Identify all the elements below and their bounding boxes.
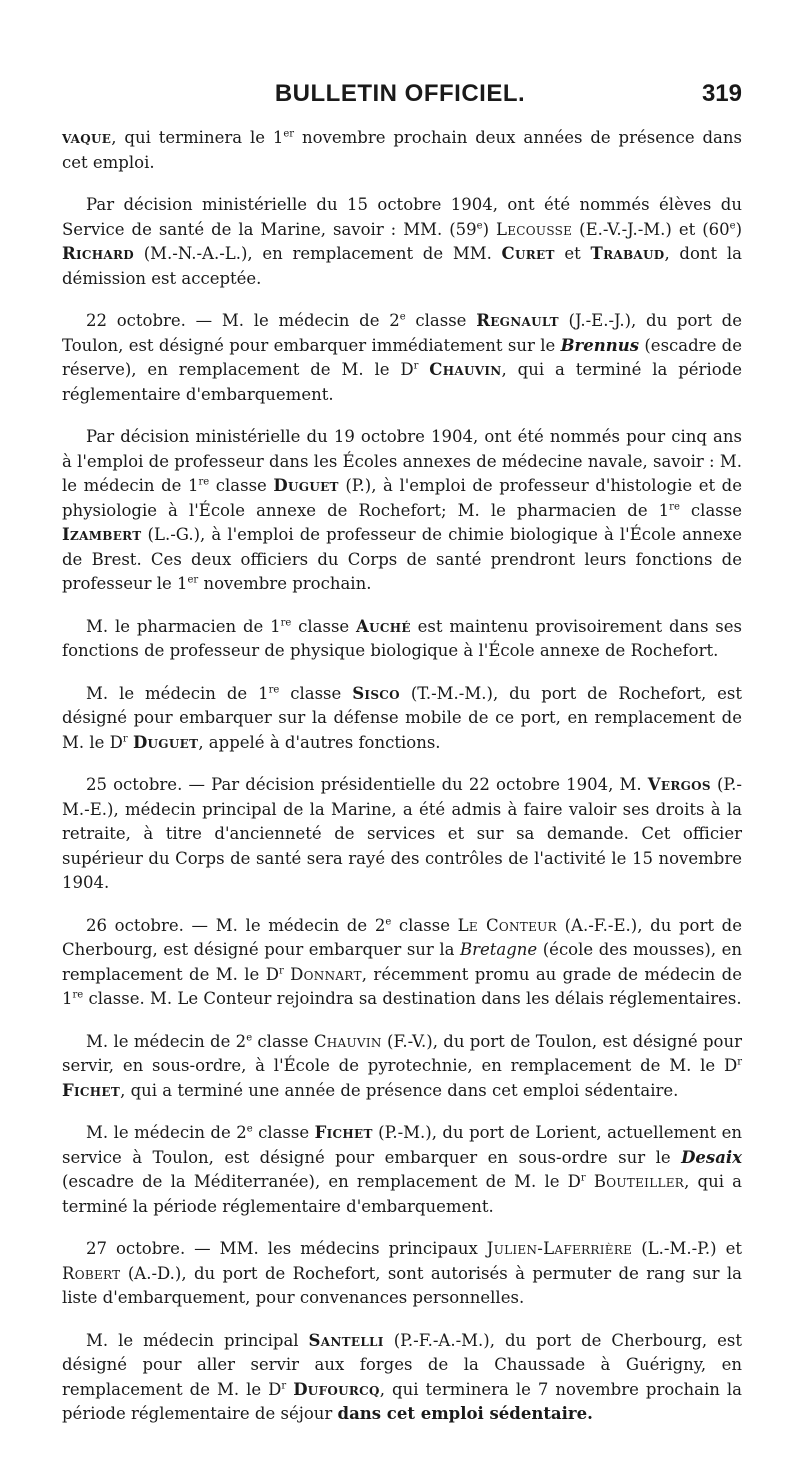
paragraph [62, 682, 742, 756]
paragraph [62, 126, 742, 175]
page-title: BULLETIN OFFICIEL. [274, 80, 526, 107]
text-run: Auché [356, 616, 411, 636]
text-run: ) [735, 219, 742, 239]
text-run: Trabaud [590, 244, 665, 263]
text-run: Sisco [352, 683, 400, 703]
text-run: , qui terminera le 7 novembre prochain la période réglementaire de séjour [62, 1379, 743, 1423]
text-run: Regnault [476, 311, 559, 330]
superscript: re [72, 989, 84, 1001]
text-run: (escadre de la Méditerranée), en remplacement de M. le D [62, 1172, 581, 1191]
text-run: novembre prochain. [198, 574, 372, 593]
paragraph [62, 1237, 742, 1311]
superscript: re [198, 476, 210, 488]
superscript: e [246, 1123, 253, 1135]
text-run: Chauvin [429, 360, 502, 379]
text-run: (M.-N.-A.-L.), en remplacement de MM. [134, 244, 502, 263]
text-run [586, 1172, 594, 1191]
text-run: classe [391, 915, 458, 935]
text-run: Fichet [62, 1080, 121, 1100]
text-run: 26 octobre. — M. le médecin de 2 [86, 915, 386, 935]
text-run: M. le pharmacien de 1 [86, 616, 281, 636]
text-run: (escadre de réserve), en remplacement de M. le D [62, 335, 742, 379]
text-run: M. le médecin principal [86, 1330, 309, 1350]
text-run: , qui terminera le 1 [111, 128, 284, 147]
paragraph [62, 309, 742, 407]
text-run: Robert [62, 1263, 121, 1283]
paragraph [62, 193, 742, 291]
text-run: 22 octobre. — M. le médecin de 2 [86, 311, 400, 330]
text-run: classe [252, 1031, 314, 1051]
text-run: (P.), à l'emploi de professeur d'histologie et de physiologie à l'École annexe de Rochefort; M. le pharmacien de 1 [62, 476, 743, 520]
text-run: , qui a terminé la période réglementaire d'embarquement. [62, 360, 742, 404]
superscript: e [476, 220, 483, 231]
text-run: Bretagne [460, 940, 538, 959]
text-run: Julien-Laferrière [486, 1239, 633, 1258]
text-run: (L.-G.), à l'emploi de professeur de chimie biologique à l'École annexe de Brest. Ces deux officiers du Corps de santé prendront leurs fonctions de professeur le 1 [62, 525, 742, 593]
text-run: (T.-M.-M.), du port de Rochefort, est désigné pour embarquer sur la défense mobile de ce port, en remplacement de M. le D [62, 683, 743, 752]
text-run: novembre prochain deux années de présence dans cet emploi. [62, 128, 742, 172]
superscript: r [580, 1172, 586, 1184]
text-run: (F.-V.), du port de Toulon, est désigné pour servir, en sous-ordre, à l'École de pyrotechnie, en remplacement de M. le D [62, 1031, 743, 1075]
page-number: 319 [701, 80, 742, 107]
text-run: (L.-M.-P.) et [632, 1239, 742, 1258]
superscript: e [246, 1032, 253, 1043]
text-run: classe [252, 1123, 315, 1142]
superscript: e [399, 311, 406, 323]
superscript: r [281, 1380, 287, 1391]
page-header [58, 80, 742, 120]
text-run: Curet [501, 244, 555, 263]
text-run: Par décision ministérielle du 15 octobre 1904, ont été nommés élèves du Service de santé de la Marine, savoir : MM. (59 [62, 195, 742, 239]
text-run: Lecousse [495, 219, 573, 239]
text-run: et [554, 244, 591, 263]
text-run: Fichet [314, 1123, 373, 1142]
text-run: (A.-D.), du port de Rochefort, sont autorisés à permuter de rang sur la liste d'embarquement, pour convenances personnelles. [62, 1263, 742, 1307]
text-run: dans cet emploi sédentaire. [337, 1404, 593, 1423]
superscript: r [278, 965, 284, 976]
document-body [62, 126, 742, 1445]
text-run: (E.-V.-J.-M.) et (60 [572, 219, 730, 239]
text-run: M. le médecin de 1 [86, 683, 269, 703]
text-run: Le Conteur [457, 915, 557, 935]
text-run: Vergos [647, 775, 711, 794]
paragraph [62, 1030, 742, 1104]
text-run: est maintenu provisoirement dans ses fonctions de professeur de physique biologique à l'École annexe de Rochefort. [62, 616, 743, 660]
text-run: , dont la démission est acceptée. [62, 244, 742, 288]
text-run: Brennus [560, 335, 640, 355]
superscript: er [187, 574, 199, 586]
paragraph [62, 1121, 742, 1219]
text-run: Santelli [308, 1330, 384, 1350]
text-run: Duguet [273, 476, 339, 495]
text-run: M. le médecin de 2 [86, 1123, 247, 1142]
text-run: classe [291, 616, 357, 636]
paragraph [62, 615, 742, 664]
text-run [418, 360, 429, 379]
text-run: classe [279, 683, 353, 703]
text-run: (J.-E.-J.), du port de Toulon, est désigné pour embarquer immédiatement sur le [62, 311, 743, 355]
text-run: Donnart [290, 964, 362, 984]
text-run: Dufourcq [293, 1379, 380, 1399]
superscript: er [283, 128, 295, 140]
text-run: , appelé à d'autres fonctions. [198, 732, 441, 752]
text-run: Bouteiller [593, 1172, 685, 1191]
superscript: re [280, 617, 292, 628]
text-run: Chauvin [313, 1031, 382, 1051]
superscript: r [122, 733, 128, 744]
text-run: Par décision ministérielle du 19 octobre 1904, ont été nommés pour cinq ans à l'emploi de professeur dans les Écoles annexes de médecine navale, savoir : M. le médecin de 1 [62, 427, 742, 495]
text-run: (P.-M.), du port de Lorient, actuellement en service à Toulon, est désigné pour embarquer en sous-ordre sur le [62, 1123, 743, 1167]
text-run: (école des mousses), en remplacement de M. le D [62, 940, 743, 984]
text-run: 27 octobre. — MM. les médecins principaux [86, 1239, 487, 1258]
text-run: (P.-M.-E.), médecin principal de la Marine, a été admis à faire valoir ses droits à la retraite, à titre d'ancienneté de services et sur sa demande. Cet officier supérieur du Corps de santé sera rayé des contrôles de l'activité le 15 novembre 1904. [62, 775, 743, 892]
superscript: r [413, 360, 419, 372]
text-run: M. le médecin de 2 [86, 1031, 247, 1051]
paragraph [62, 1329, 742, 1427]
text-run: , qui a terminé une année de présence dans cet emploi sédentaire. [120, 1080, 679, 1100]
text-run: Duguet [132, 732, 199, 752]
paragraph [62, 773, 742, 896]
text-run: Richard [62, 244, 135, 263]
text-run: classe [405, 311, 477, 330]
text-run: classe [209, 476, 274, 495]
text-run: 25 octobre. — Par décision présidentielle du 22 octobre 1904, M. [86, 775, 648, 794]
text-run: (A.-F.-E.), du port de Cherbourg, est désigné pour embarquer sur la [62, 915, 743, 959]
superscript: e [385, 916, 392, 927]
text-run: classe [679, 500, 742, 520]
paragraph [62, 425, 742, 597]
text-run: classe. M. Le Conteur rejoindra sa destination dans les délais réglementaires. [83, 989, 742, 1008]
text-run: ) [482, 219, 496, 239]
superscript: re [669, 501, 680, 512]
text-run: , qui a terminé la période réglementaire d'embarquement. [62, 1172, 742, 1216]
superscript: re [268, 684, 280, 695]
paragraph [62, 914, 742, 1012]
text-run: , récemment promu au grade de médecin de 1 [62, 964, 743, 1008]
superscript: e [729, 220, 736, 231]
text-run: (P.-F.-A.-M.), du port de Cherbourg, est désigné pour aller servir aux forges de la Chaussade à Guérigny, en remplacement de M. le D [62, 1330, 742, 1399]
text-run: vaque [62, 128, 112, 147]
text-run: Desaix [681, 1147, 742, 1167]
text-run: Izambert [62, 525, 142, 544]
superscript: r [737, 1056, 742, 1068]
